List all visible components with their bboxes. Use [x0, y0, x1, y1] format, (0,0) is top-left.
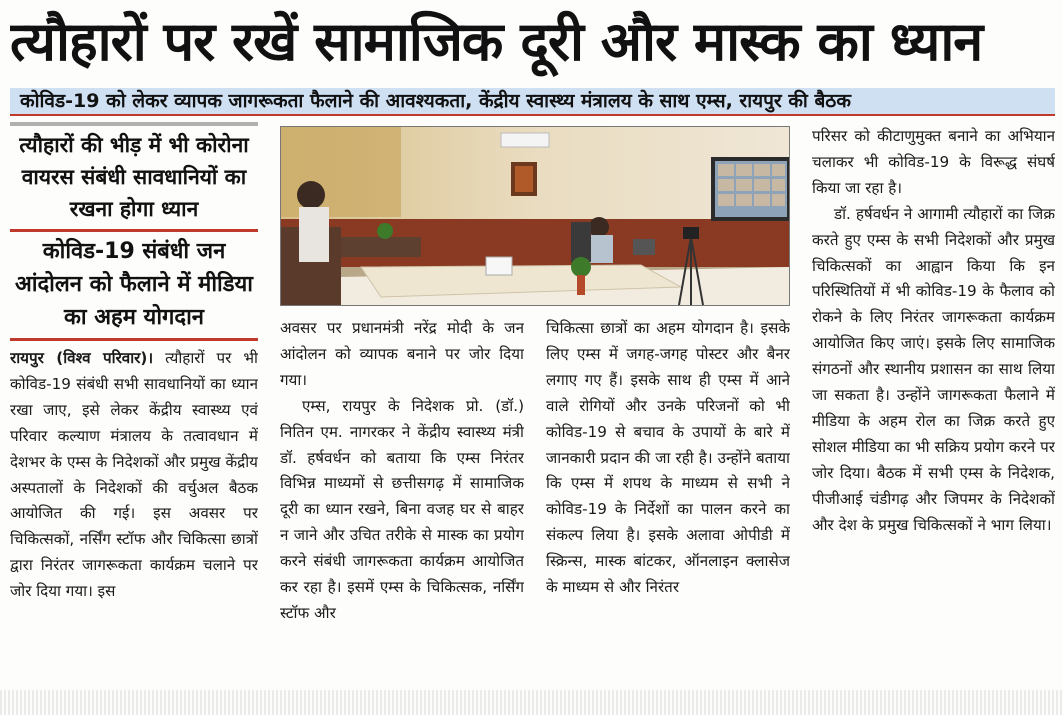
dateline: रायपुर (विश्व परिवार)।: [10, 349, 154, 367]
article-column-4: [812, 124, 1055, 708]
article-column-1: [10, 346, 258, 706]
article-column-2: [280, 316, 524, 708]
sub-headline-strap: कोविड-19 को लेकर व्यापक जागरूकता फैलाने की आवश्यकता, केंद्रीय स्वास्थ्य मंत्रालय के साथ एम्स, रायपुर की बैठक: [10, 88, 1055, 116]
meeting-photo: [280, 126, 790, 306]
side-headline-2: कोविड-19 संबंधी जन आंदोलन को फैलाने में मीडिया का अहम योगदान: [15, 239, 253, 330]
paragraph: डॉ. हर्षवर्धन ने आगामी त्यौहारों का जिक्र करते हुए एम्स के सभी निदेशकों और प्रमुख चिकित्सकों का आह्वान किया कि इन परिस्थितियों में भी कोविड-19 के फैलाव को रोकने के लिए निरंतर जागरूकता कार्यक्रम आयोजित किए जाएं। इसके लिए सामाजिक संगठनों और स्थानीय प्रशासन का साथ लिया जा सकता है। उन्होंने जागरूकता फैलाने में मीडिया के अहम रोल का जिक्र करते हुए सोशल मीडिया का भी सक्रिय प्रयोग करने पर जोर दिया। बैठक में सभी एम्स के निदेशक, पीजीआई चंडीगढ़ और जिपमर के निदेशकों और देश के प्रमुख चिकित्सकों ने भाग लिया।: [812, 204, 1055, 534]
paragraph: अवसर पर प्रधानमंत्री नरेंद्र मोदी के जन आंदोलन को व्यापक बनाने पर जोर दिया गया।: [280, 319, 524, 389]
side-headlines: [10, 122, 258, 341]
meeting-photo-illustration: [281, 127, 790, 306]
paragraph: एम्स, रायपुर के निदेशक प्रो. (डॉ.) नितिन एम. नागरकर ने केंद्रीय स्वास्थ्य मंत्री डॉ. हर्षवर्धन को बताया कि एम्स निरंतर विभिन्न माध्यमों से छत्तीसगढ़ में सामाजिक दूरी का ध्यान रखने, बिना वजह घर से बाहर न जाने और उचित तरीके से मास्क का प्रयोग करने संबंधी जागरूकता कार्यक्रम आयोजित कर रहा है। इसमें एम्स के चिकित्सक, नर्सिंग स्टॉफ और: [280, 396, 524, 622]
column-text: त्यौहारों पर भी कोविड-19 संबंधी सभी सावधानियों का ध्यान रखा जाए, इसे लेकर केंद्रीय स्वास्थ्य एवं परिवार कल्याण मंत्रालय के तत्वावधान में देशभर के एम्स के निदेशकों और प्रमुख केंद्रीय अस्पतालों के निदेशकों की वर्चुअल बैठक आयोजित की गई। इस अवसर पर चिकित्सकों, नर्सिंग स्टॉफ और चिकित्सा छात्रों द्वारा निरंतर जागरूकता कार्यक्रम चलाने पर जोर दिया गया। इस: [10, 349, 258, 601]
article-column-3: [546, 316, 790, 708]
headline: त्यौहारों पर रखें सामाजिक दूरी और मास्क का ध्यान: [10, 10, 983, 73]
paragraph: चिकित्सा छात्रों का अहम योगदान है। इसके लिए एम्स में जगह-जगह पोस्टर और बैनर लगाए गए हैं। इसके साथ ही एम्स में आने वाले रोगियों और उनके परिजनों को भी कोविड-19 से बचाव के उपायों के बारे में जानकारी प्रदान की जा रही है। उन्होंने बताया कि एम्स में शपथ के माध्यम से सभी ने कोविड-19 के निर्देशों का पालन करने का संकल्प लिया है। इसके अलावा ओपीडी में स्क्रिन्स, मास्क बांटकर, ऑनलाइन क्लासेज के माध्यम से और निरंतर: [546, 319, 790, 597]
side-headline-1: त्यौहारों की भीड़ में भी कोरोना वायरस संबंधी सावधानियों का रखना होगा ध्यान: [19, 133, 249, 221]
paragraph: परिसर को कीटाणुमुक्त बनाने का अभियान चलाकर भी कोविड-19 के विरूद्ध संघर्ष किया जा रहा है।: [812, 127, 1055, 197]
divider: [10, 338, 258, 341]
